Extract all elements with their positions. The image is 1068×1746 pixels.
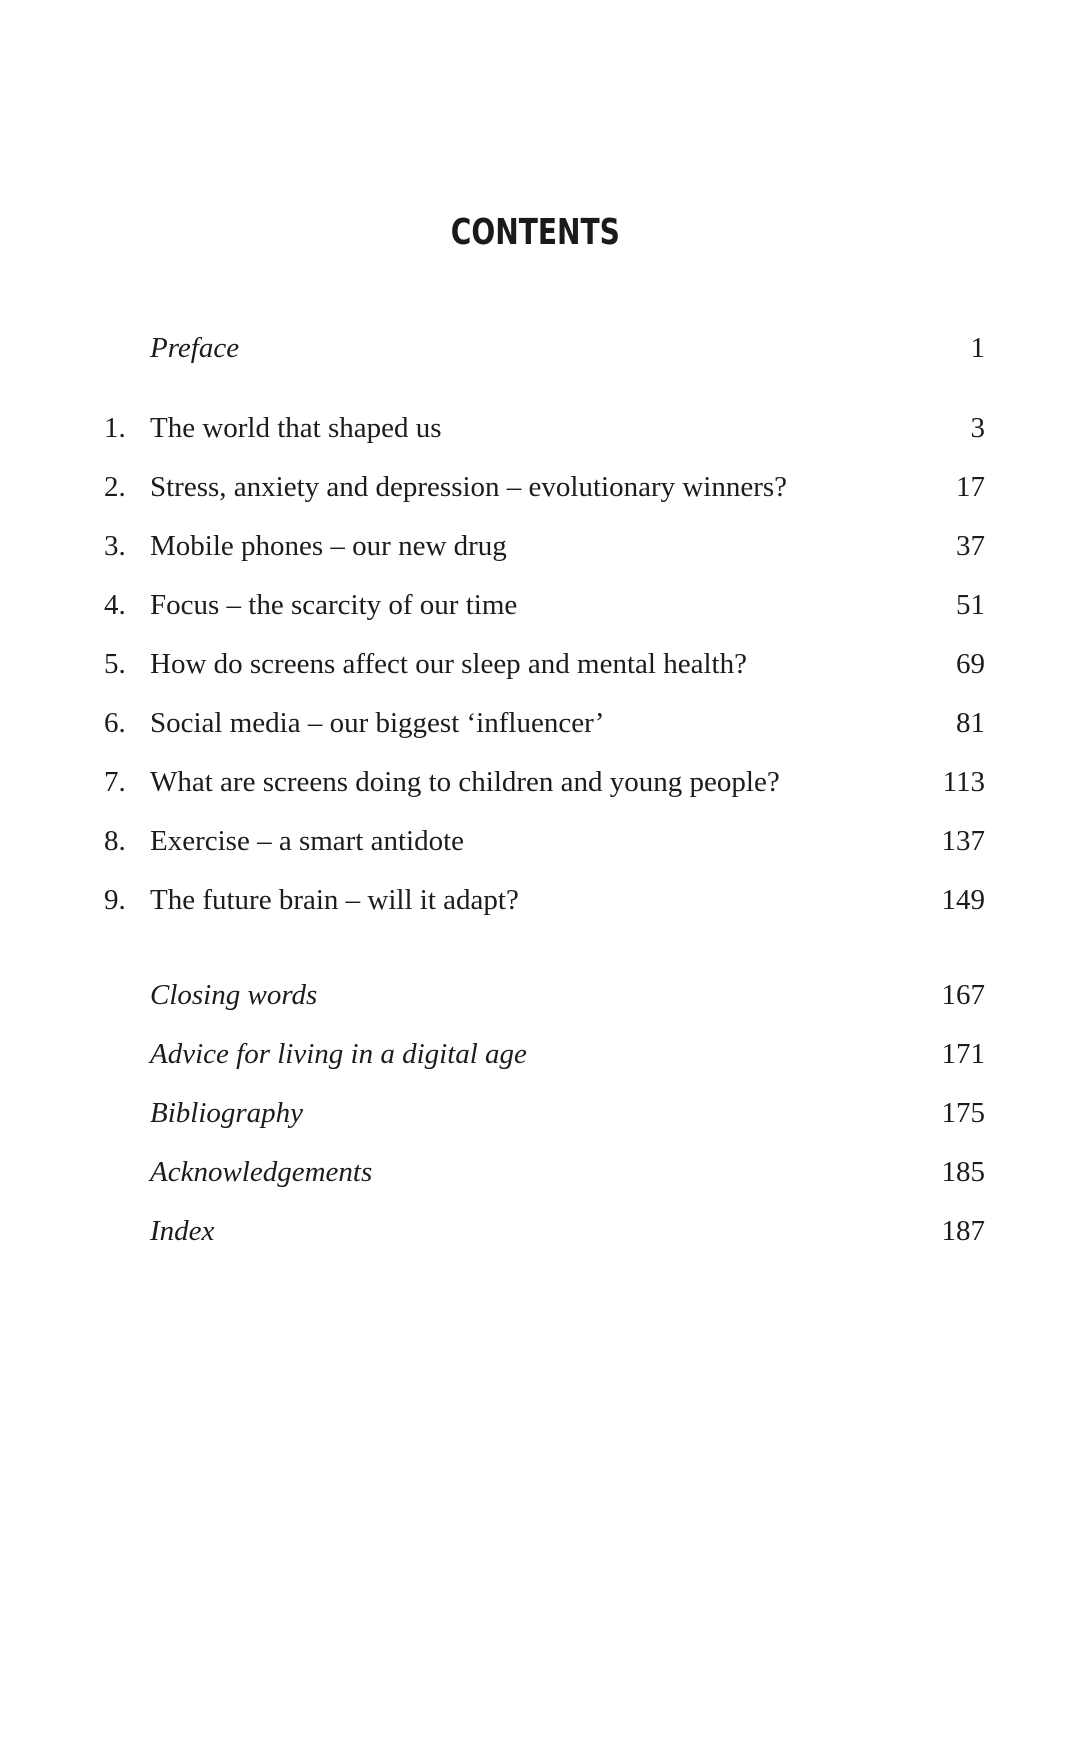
toc-entry-page: 171 (941, 1038, 985, 1070)
toc-entry-page: 175 (941, 1097, 985, 1129)
chapter-number: 5. (104, 648, 126, 680)
toc-entry-title: Preface (150, 332, 240, 364)
toc-chapter (0, 821, 1068, 861)
toc-entry-advice (0, 1034, 1068, 1074)
chapter-title: How do screens affect our sleep and mental health? (150, 648, 747, 680)
page-title: CONTENTS (450, 212, 620, 253)
toc-chapter (0, 644, 1068, 684)
chapter-title: Social media – our biggest ‘influencer’ (150, 707, 605, 739)
chapter-title: The future brain – will it adapt? (150, 884, 519, 916)
chapter-title: Mobile phones – our new drug (150, 530, 507, 562)
toc-entry-bibliography (0, 1093, 1068, 1133)
toc-entry-closing-words (0, 975, 1068, 1015)
toc-chapter (0, 526, 1068, 566)
toc-entry-index (0, 1211, 1068, 1251)
chapter-title: The world that shaped us (150, 412, 442, 444)
toc-entry-title: Advice for living in a digital age (150, 1038, 527, 1070)
chapter-number: 4. (104, 589, 126, 621)
toc-chapter (0, 408, 1068, 448)
chapter-number: 7. (104, 766, 126, 798)
chapter-page: 17 (956, 471, 985, 503)
toc-entry-acknowledgements (0, 1152, 1068, 1192)
toc-entry-page: 1 (970, 332, 985, 364)
toc-chapter (0, 703, 1068, 743)
chapter-number: 6. (104, 707, 126, 739)
toc-chapter (0, 467, 1068, 507)
toc-entry-title: Index (150, 1215, 215, 1247)
chapter-number: 8. (104, 825, 126, 857)
chapter-number: 2. (104, 471, 126, 503)
chapter-title: Exercise – a smart antidote (150, 825, 465, 857)
toc-chapter (0, 880, 1068, 920)
chapter-title: Focus – the scarcity of our time (150, 589, 518, 621)
chapter-page: 137 (941, 825, 985, 857)
toc-entry-page: 187 (941, 1215, 985, 1247)
toc-chapter (0, 585, 1068, 625)
chapter-page: 69 (956, 648, 985, 680)
chapter-page: 3 (970, 412, 985, 444)
toc-entry-title: Bibliography (150, 1097, 304, 1129)
chapter-page: 51 (956, 589, 985, 621)
chapter-title: What are screens doing to children and young people? (150, 766, 780, 798)
chapter-page: 37 (956, 530, 985, 562)
toc-chapter (0, 762, 1068, 802)
chapter-page: 81 (956, 707, 985, 739)
chapter-page: 149 (941, 884, 985, 916)
chapter-page: 113 (942, 766, 985, 798)
chapter-number: 9. (104, 884, 126, 916)
toc-entry-title: Closing words (150, 979, 318, 1011)
chapter-number: 3. (104, 530, 126, 562)
toc-entry-page: 167 (941, 979, 985, 1011)
chapter-number: 1. (104, 412, 126, 444)
toc-entry-title: Acknowledgements (150, 1156, 373, 1188)
toc-entry-preface (0, 328, 1068, 368)
toc-entry-page: 185 (941, 1156, 985, 1188)
chapter-title: Stress, anxiety and depression – evolutionary winners? (150, 471, 788, 503)
